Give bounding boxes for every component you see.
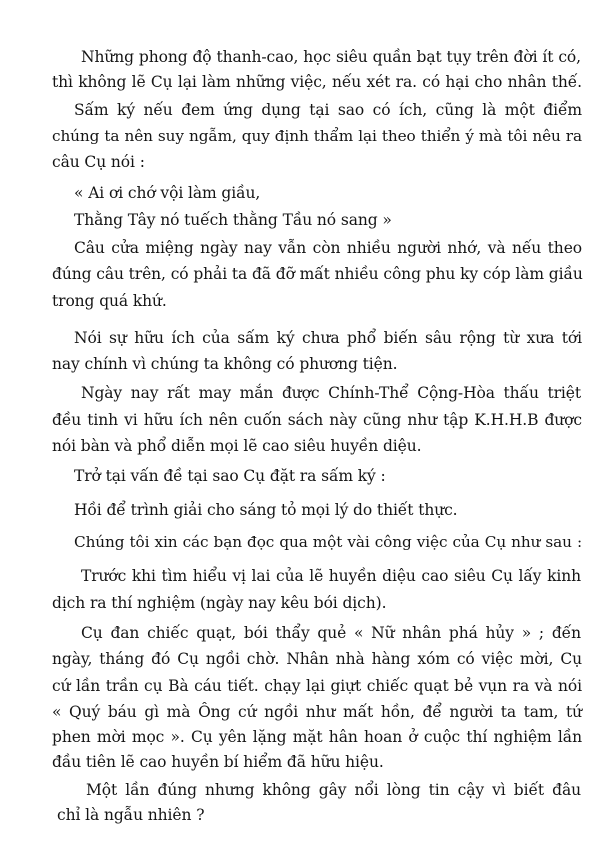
text-line: phen mời mọc ». Cụ yên lặng mặt hân hoan ở cuộc thí nghiệm lần: [52, 728, 582, 746]
text-line: Câu cửa miệng ngày nay vẫn còn nhiều người nhớ, và nếu theo: [74, 239, 582, 257]
quote-line: Thằng Tây nó tuếch thằng Tầu nó sang »: [74, 211, 392, 229]
text-line: Những phong độ thanh-cao, học siêu quần bạt tụy trên đời ít có,: [81, 48, 581, 66]
text-line: chúng ta nên suy ngẫm, quy định thẩm lại theo thiển ý mà tôi nêu ra: [52, 127, 582, 145]
text-line: ngày, tháng đó Cụ ngồi chờ. Nhân nhà hàng xóm có việc mời, Cụ: [52, 650, 582, 668]
text-line: Nói sự hữu ích của sấm ký chưa phổ biến sâu rộng từ xưa tới: [74, 329, 582, 347]
text-line: Hồi để trình giải cho sáng tỏ mọi lý do thiết thực.: [74, 501, 458, 519]
text-line: nói bàn và phổ diễn mọi lẽ cao siêu huyền diệu.: [52, 437, 422, 455]
text-line: Cụ đan chiếc quạt, bói thẩy quẻ « Nữ nhân phá hủy » ; đến: [81, 624, 581, 642]
text-line: cứ lần trần cụ Bà cáu tiết. chạy lại giựt chiếc quạt bẻ vụn ra và nói: [52, 677, 582, 695]
text-line: câu Cụ nói :: [52, 153, 145, 171]
text-line: trong quá khứ.: [52, 292, 167, 310]
text-line: Chúng tôi xin các bạn đọc qua một vài công việc của Cụ như sau :: [74, 533, 582, 551]
quote-line: « Ai ơi chớ vội làm giầu,: [74, 184, 261, 202]
text-line: « Quý báu gì mà Ông cứ ngồi như mất hồn, để người ta tam, tứ: [52, 703, 582, 721]
text-line: dịch ra thí nghiệm (ngày nay kêu bói dịch).: [52, 594, 387, 612]
text-line: chỉ là ngẫu nhiên ?: [57, 806, 205, 824]
text-line: đầu tiên lẽ cao huyền bí hiểm đã hữu hiệu.: [52, 753, 384, 771]
text-line: đúng câu trên, có phải ta đã đỡ mất nhiều công phu ky cóp làm giầu: [52, 265, 583, 283]
text-line: Ngày nay rất may mắn được Chính-Thể Cộng-Hòa thấu triệt: [81, 384, 581, 402]
text-line: Trước khi tìm hiểu vị lai của lẽ huyền diệu cao siêu Cụ lấy kinh: [81, 567, 581, 585]
text-line: thì không lẽ Cụ lại làm những việc, nếu xét ra. có hại cho nhân thế.: [52, 73, 582, 91]
text-line: Trở tại vấn đề tại sao Cụ đặt ra sấm ký :: [74, 467, 386, 485]
text-line: Sấm ký nếu đem ứng dụng tại sao có ích, cũng là một điểm: [74, 101, 582, 119]
text-line: nay chính vì chúng ta không có phương tiện.: [52, 355, 398, 373]
text-line: Một lần đúng nhưng không gây nổi lòng tin cậy vì biết đâu: [86, 781, 581, 799]
text-line: đều tinh vi hữu ích nên cuốn sách này cũng như tập K.H.H.B được: [52, 411, 582, 429]
